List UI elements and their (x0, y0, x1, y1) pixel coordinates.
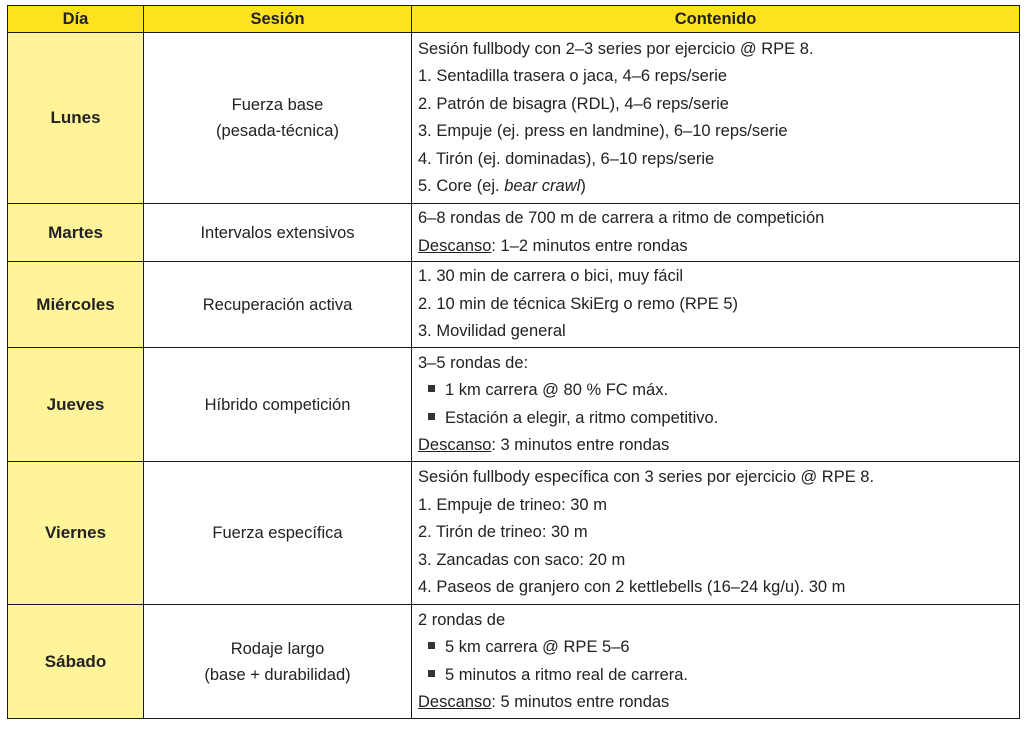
header-sesion: Sesión (144, 6, 412, 33)
content-line: 3. Movilidad general (418, 322, 566, 341)
content-text: : 5 minutos entre rondas (491, 693, 670, 711)
session-line: Fuerza específica (212, 524, 343, 542)
table-row-sabado (8, 605, 1020, 719)
square-bullet-icon (428, 385, 435, 392)
content-line: 1. Sentadilla trasera o jaca, 4–6 reps/serie (418, 67, 728, 85)
day-cell: Jueves (8, 348, 144, 462)
content-cell (412, 462, 1020, 605)
session-line: Rodaje largo (230, 639, 325, 658)
day-cell: Martes (8, 204, 144, 262)
rest-label: Descanso (418, 693, 492, 711)
session-cell (144, 33, 412, 204)
bullet-item (418, 377, 1013, 405)
content-text: 1 km carrera @ 80 % FC máx. (445, 381, 669, 399)
rest-label: Descanso (418, 236, 492, 255)
table-row-jueves (8, 348, 1020, 462)
session-line: Híbrido competición (204, 395, 351, 414)
content-line: 1. 30 min de carrera o bici, muy fácil (418, 267, 684, 286)
content-text: Estación a elegir, a ritmo competitivo. (445, 408, 719, 427)
day-cell: Viernes (8, 462, 144, 605)
header-contenido: Contenido (412, 6, 1020, 33)
session-line: Intervalos extensivos (200, 223, 355, 242)
rest-label: Descanso (418, 436, 492, 454)
content-text: ) (580, 177, 586, 195)
bullet-item (418, 405, 1013, 433)
bullet-item (418, 662, 1013, 690)
content-line: Sesión fullbody específica con 3 series por ejercicio @ RPE 8. (418, 468, 875, 487)
content-text: 5 minutos a ritmo real de carrera. (445, 665, 689, 684)
table-row-miercoles (8, 262, 1020, 348)
session-line: Fuerza base (231, 96, 324, 114)
content-text: 5 km carrera @ RPE 5–6 (445, 638, 630, 656)
header-row (8, 6, 1020, 33)
training-schedule-table (7, 5, 1020, 719)
content-line: 2. Patrón de bisagra (RDL), 4–6 reps/serie (418, 94, 729, 113)
content-line (418, 689, 1013, 717)
session-cell (144, 605, 412, 719)
content-line (418, 173, 1013, 201)
content-italic-text: bear crawl (504, 177, 581, 195)
bullet-item (418, 634, 1013, 662)
square-bullet-icon (428, 642, 435, 649)
content-cell (412, 33, 1020, 204)
square-bullet-icon (428, 413, 435, 420)
training-table-wrapper (7, 5, 1020, 719)
content-line: 2. 10 min de técnica SkiErg o remo (RPE 5) (418, 294, 739, 313)
content-line: 6–8 rondas de 700 m de carrera a ritmo de competición (418, 209, 825, 227)
day-cell: Sábado (8, 605, 144, 719)
header-dia: Día (8, 6, 144, 33)
content-cell (412, 204, 1020, 262)
content-line: 4. Paseos de granjero con 2 kettlebells (16–24 kg/u). 30 m (418, 578, 846, 597)
content-text: : 1–2 minutos entre rondas (491, 236, 688, 255)
content-line: 4. Tirón (ej. dominadas), 6–10 reps/serie (418, 149, 715, 168)
day-cell: Miércoles (8, 262, 144, 348)
content-line (418, 233, 1013, 261)
session-line: (base + durabilidad) (204, 665, 351, 684)
content-line: 3. Zancadas con saco: 20 m (418, 550, 626, 569)
content-cell (412, 348, 1020, 462)
day-cell: Lunes (8, 33, 144, 204)
table-row-lunes (8, 33, 1020, 204)
session-cell (144, 462, 412, 605)
content-line: 2 rondas de (418, 610, 506, 629)
session-cell (144, 348, 412, 462)
table-row-viernes (8, 462, 1020, 605)
table-row-martes (8, 204, 1020, 262)
content-line: 1. Empuje de trineo: 30 m (418, 495, 607, 514)
content-line (418, 432, 1013, 460)
content-line: Sesión fullbody con 2–3 series por ejercicio @ RPE 8. (418, 39, 814, 58)
content-text: 5. Core (ej. (418, 177, 505, 195)
session-line: Recuperación activa (202, 295, 353, 314)
content-line: 3–5 rondas de: (418, 353, 529, 372)
content-text: : 3 minutos entre rondas (491, 436, 670, 454)
content-cell (412, 605, 1020, 719)
square-bullet-icon (428, 670, 435, 677)
content-cell (412, 262, 1020, 348)
session-cell (144, 204, 412, 262)
session-line: (pesada-técnica) (216, 122, 339, 140)
session-cell (144, 262, 412, 348)
content-line: 2. Tirón de trineo: 30 m (418, 523, 588, 542)
content-line: 3. Empuje (ej. press en landmine), 6–10 reps/serie (418, 122, 788, 140)
